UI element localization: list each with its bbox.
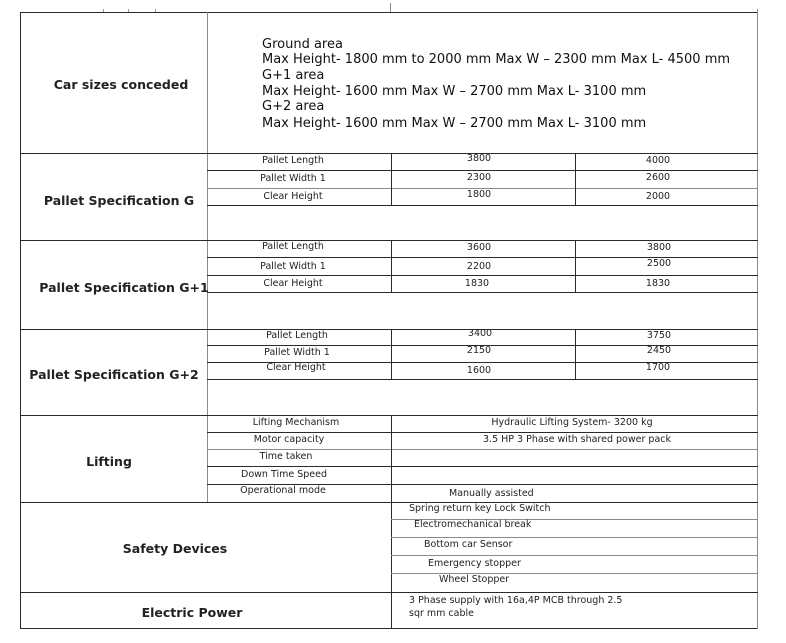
car-size-line: Max Height- 1800 mm to 2000 mm Max W – 2300 mm Max L- 4500 mm [262,52,731,67]
grid-line [207,275,758,276]
spec-value: 2450 [646,345,672,356]
spec-value: 2000 [645,191,671,202]
lifting-name: Motor capacity [253,434,325,445]
safety-item: Bottom car Sensor [424,539,513,550]
safety-item: Wheel Stopper [439,574,510,585]
grid-line [207,432,758,433]
spec-value: 2500 [646,258,672,269]
lifting-value: Hydraulic Lifting System- 3200 kg [491,417,653,428]
row-label-pallet-g1: Pallet Specification G+1 [39,280,209,295]
safety-item: Electromechanical break [414,519,532,530]
spec-name: Clear Height [263,278,323,289]
grid-line [391,329,392,379]
safety-item: Emergency stopper [428,558,521,569]
car-size-line: Max Height- 1600 mm Max W – 2700 mm Max L- 3100 mm [262,116,647,131]
page-artifact [390,3,391,12]
spec-value: 2200 [466,261,492,272]
grid-line [207,379,758,380]
spec-value: 2600 [645,172,671,183]
spec-name: Pallet Length [266,330,328,341]
spec-name: Pallet Length [262,155,324,166]
table-border-top [20,12,758,13]
section-divider [20,153,758,154]
car-size-line: G+2 area [262,99,325,114]
spec-value: 1600 [466,365,492,376]
spec-value: 1800 [466,189,492,200]
row-label-safety: Safety Devices [122,541,228,556]
car-size-line: Max Height- 1600 mm Max W – 2700 mm Max L- 3100 mm [262,84,647,99]
lifting-name: Lifting Mechanism [252,417,340,428]
table-border-bottom [20,628,758,629]
lifting-value: 3.5 HP 3 Phase with shared power pack [483,434,671,445]
safety-item: Spring return key Lock Switch [409,503,551,514]
car-size-line: Ground area [262,37,343,52]
section-divider [20,240,758,241]
section-divider [20,592,758,593]
section-divider [20,502,758,503]
car-size-line: G+1 area [262,68,325,83]
spec-value: 3800 [646,242,672,253]
spec-value: 3400 [467,328,493,339]
spec-name: Clear Height [263,191,323,202]
grid-line [207,449,758,450]
grid-line [391,240,392,292]
spec-name: Pallet Width 1 [260,261,326,272]
row-label-pallet-g2: Pallet Specification G+2 [29,367,199,382]
lifting-name: Time taken [259,451,313,462]
spec-value: 4000 [645,155,671,166]
spec-name: Pallet Width 1 [264,347,330,358]
grid-line [575,240,576,292]
row-label-lifting: Lifting [86,454,132,469]
table-border-left [20,12,21,629]
grid-line [207,205,758,206]
spec-value: 3800 [466,153,492,164]
grid-line [575,329,576,379]
grid-line [207,257,758,258]
grid-line [207,292,758,293]
section-divider [20,415,758,416]
lifting-name: Operational mode [240,485,326,496]
spec-name: Pallet Width 1 [260,173,326,184]
grid-line [391,537,758,538]
spec-name: Clear Height [266,362,326,373]
electric-line: 3 Phase supply with 16a,4P MCB through 2.5 [409,595,623,606]
row-label-car-sizes: Car sizes conceded [53,77,189,92]
spec-value: 2300 [466,172,492,183]
spec-value: 1830 [645,278,671,289]
lifting-name: Down Time Speed [241,469,327,480]
spec-value: 3750 [646,330,672,341]
electric-line: sqr mm cable [409,608,474,619]
grid-line [391,415,392,629]
spec-name: Pallet Length [262,241,324,252]
table-border-right [757,9,758,629]
spec-value: 2150 [466,345,492,356]
row-label-electric: Electric Power [141,605,243,620]
lifting-value: Manually assisted [449,488,534,499]
grid-line [207,170,758,171]
grid-line [391,153,392,205]
grid-line [391,555,758,556]
grid-line [575,153,576,205]
spec-value: 3600 [466,242,492,253]
spec-value: 1700 [645,362,671,373]
grid-line [207,466,758,467]
row-label-pallet-g: Pallet Specification G [43,193,195,208]
spec-value: 1830 [464,278,490,289]
